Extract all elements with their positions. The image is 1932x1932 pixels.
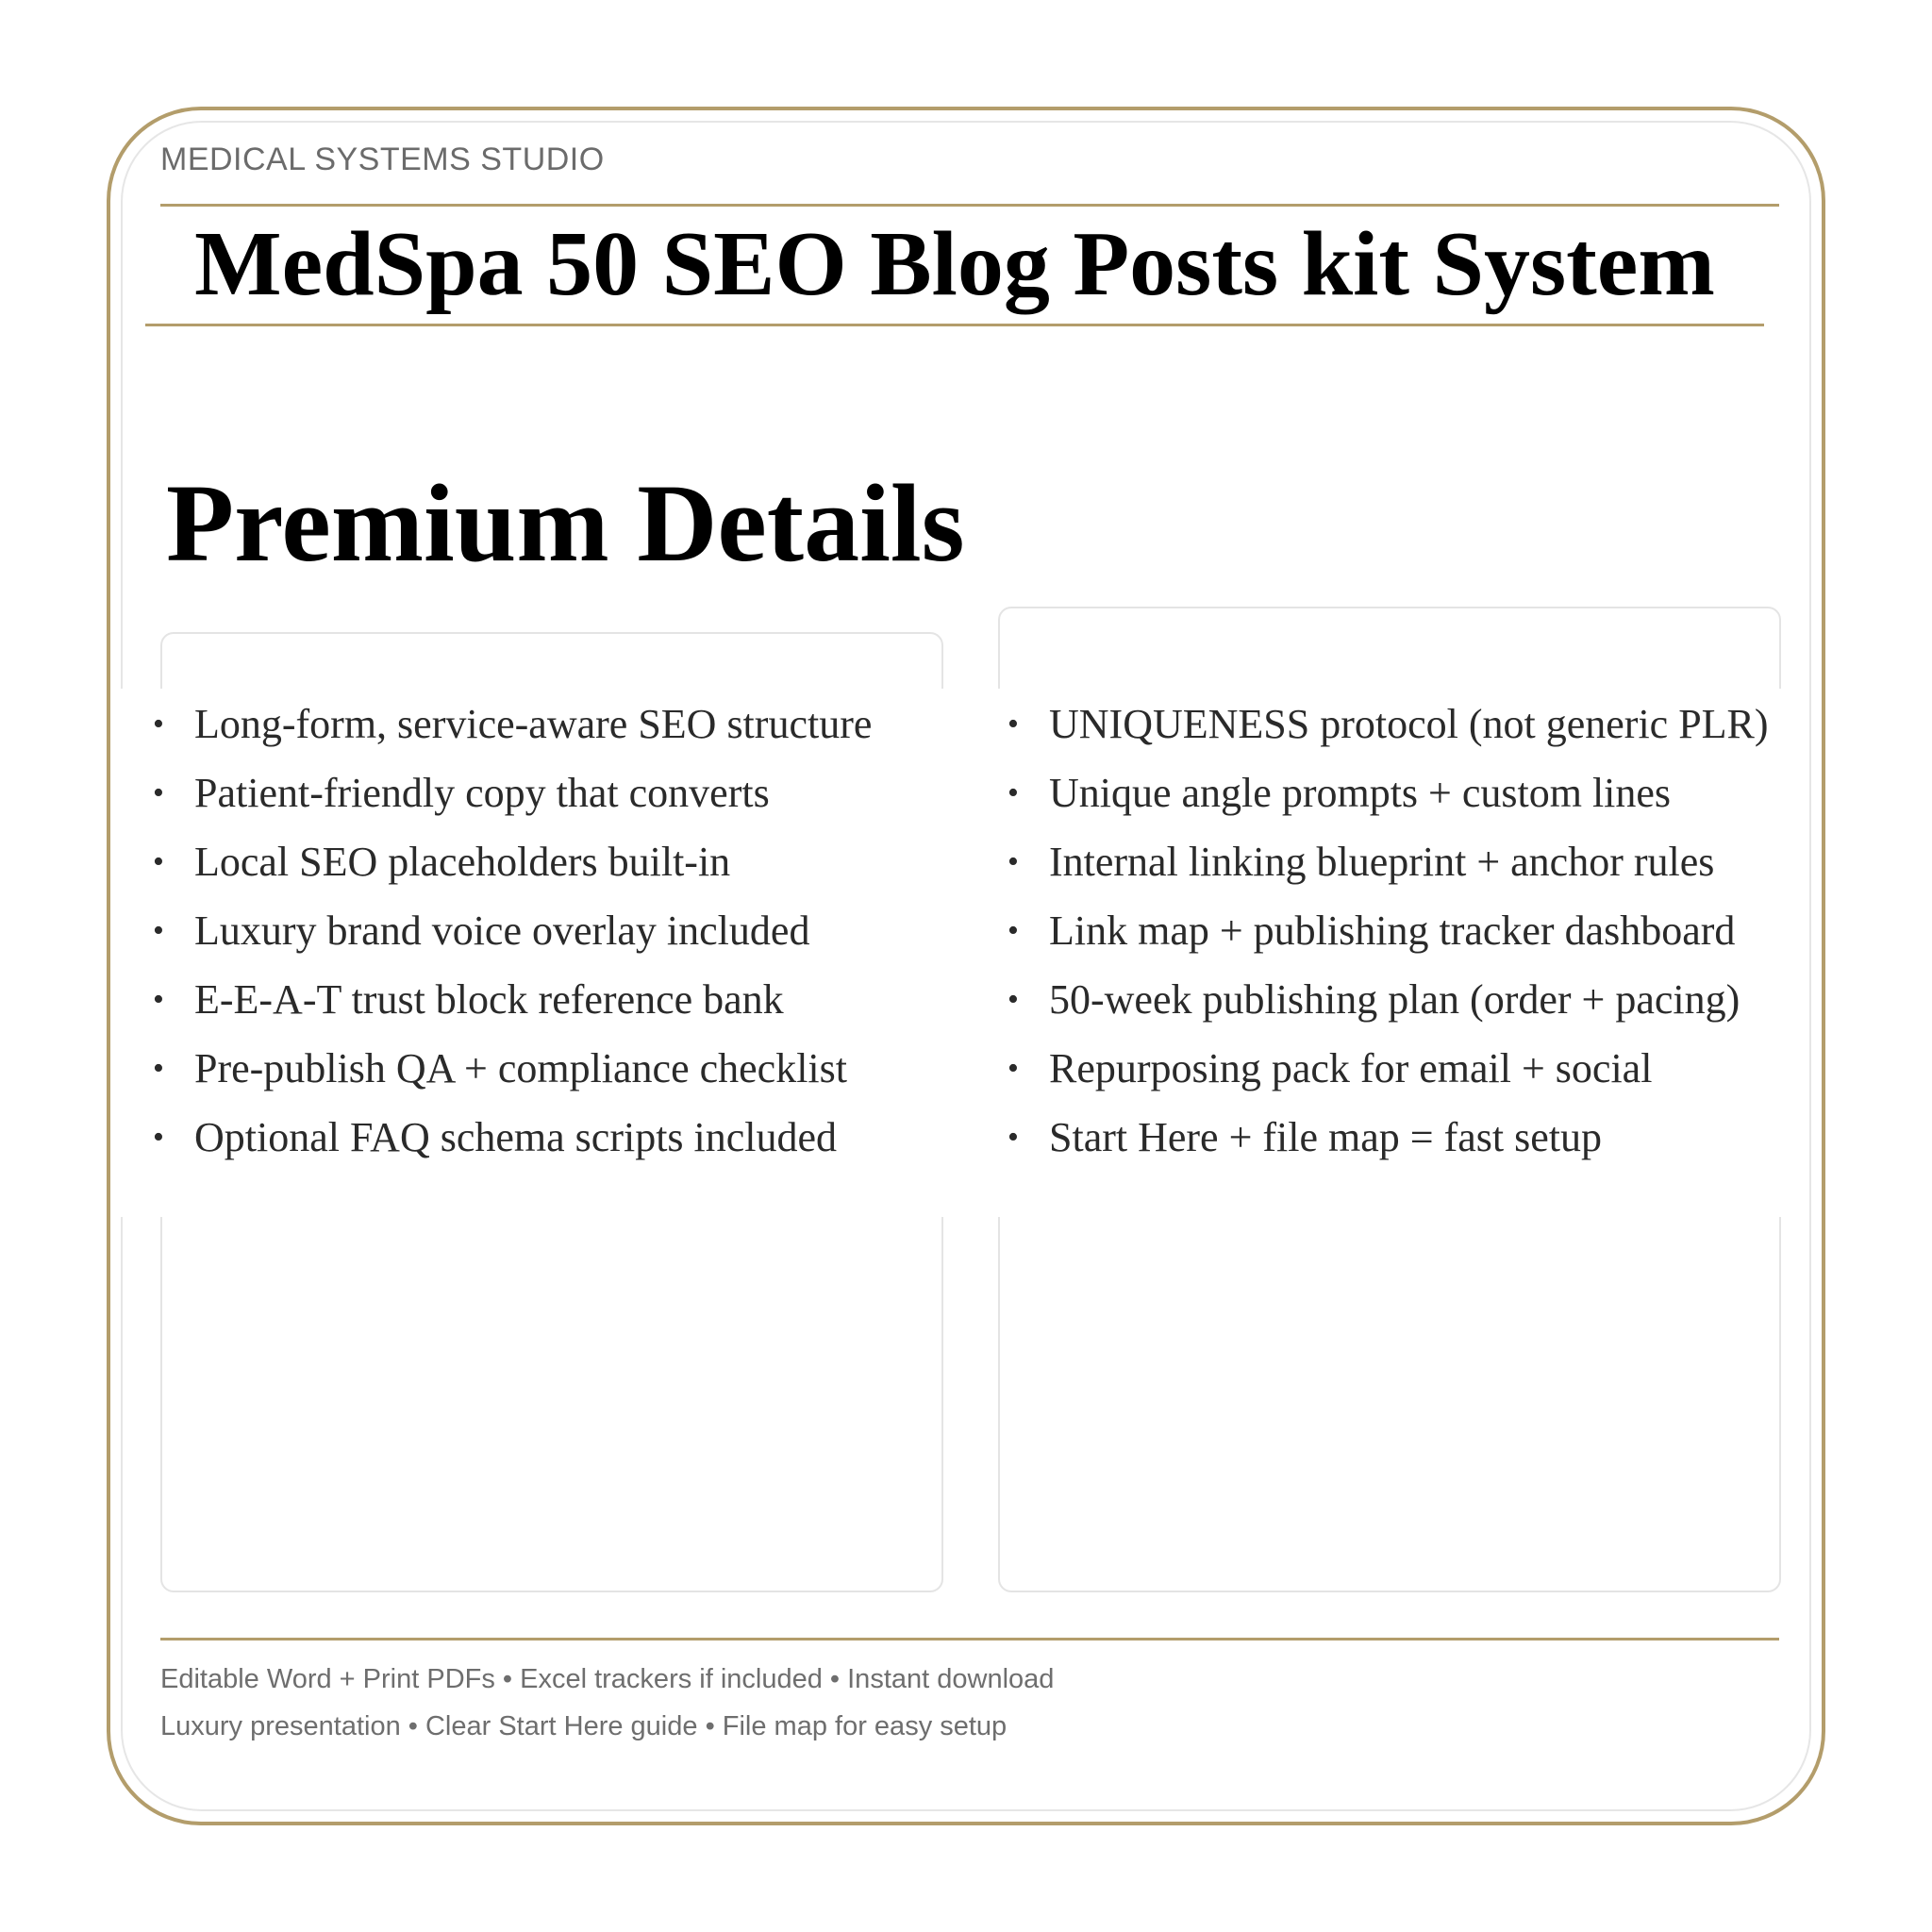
footer-line-2: Luxury presentation • Clear Start Here guide • File map for easy setup [160,1711,1008,1741]
feature-item [151,698,981,767]
feature-item [1006,1042,1798,1111]
feature-text: Local SEO placeholders built-in [194,839,731,885]
bullet-icon: • [153,913,164,948]
feature-text: Start Here + file map = fast setup [1049,1114,1603,1160]
footer-rule [160,1638,1779,1641]
feature-text: Unique angle prompts + custom lines [1049,770,1672,816]
footer-line-1: Editable Word + Print PDFs • Excel trackers if included • Instant download [160,1664,1055,1694]
bullet-icon: • [1008,1120,1019,1155]
left-feature-list [151,698,981,1180]
feature-item [151,1042,981,1111]
bullet-icon: • [153,1120,164,1155]
feature-text: Pre-publish QA + compliance checklist [194,1045,847,1091]
feature-item [151,1111,981,1180]
feature-text: UNIQUENESS protocol (not generic PLR) [1049,701,1769,747]
feature-text: Link map + publishing tracker dashboard [1049,908,1736,954]
feature-item [1006,836,1798,905]
bullet-icon: • [1008,913,1019,948]
bullet-icon: • [153,982,164,1017]
feature-item [151,905,981,974]
page-title: MedSpa 50 SEO Blog Posts kit System [194,213,1715,315]
feature-text: Optional FAQ schema scripts included [194,1114,838,1160]
feature-text: Repurposing pack for email + social [1049,1045,1653,1091]
feature-item [151,974,981,1042]
feature-item [151,767,981,836]
bullet-icon: • [153,1051,164,1086]
bullet-icon: • [1008,1051,1019,1086]
bullet-icon: • [153,844,164,879]
bullet-icon: • [1008,844,1019,879]
section-heading: Premium Details [166,461,965,585]
feature-item [151,836,981,905]
feature-text: Internal linking blueprint + anchor rules [1049,839,1715,885]
feature-item [1006,905,1798,974]
bullet-icon: • [1008,707,1019,741]
feature-item [1006,767,1798,836]
feature-text: Patient-friendly copy that converts [194,770,770,816]
feature-text: Luxury brand voice overlay included [194,908,810,954]
feature-text: E-E-A-T trust block reference bank [194,976,784,1023]
bullet-icon: • [153,707,164,741]
bullet-icon: • [1008,775,1019,810]
right-feature-list [1006,698,1798,1180]
title-top-rule [160,204,1779,207]
feature-text: Long-form, service-aware SEO structure [194,701,873,747]
feature-item [1006,698,1798,767]
feature-text: 50-week publishing plan (order + pacing) [1049,976,1740,1023]
feature-item [1006,974,1798,1042]
bullet-icon: • [1008,982,1019,1017]
bullet-icon: • [153,775,164,810]
feature-item [1006,1111,1798,1180]
title-bottom-rule [145,324,1764,326]
brand-label: MEDICAL SYSTEMS STUDIO [160,142,605,177]
